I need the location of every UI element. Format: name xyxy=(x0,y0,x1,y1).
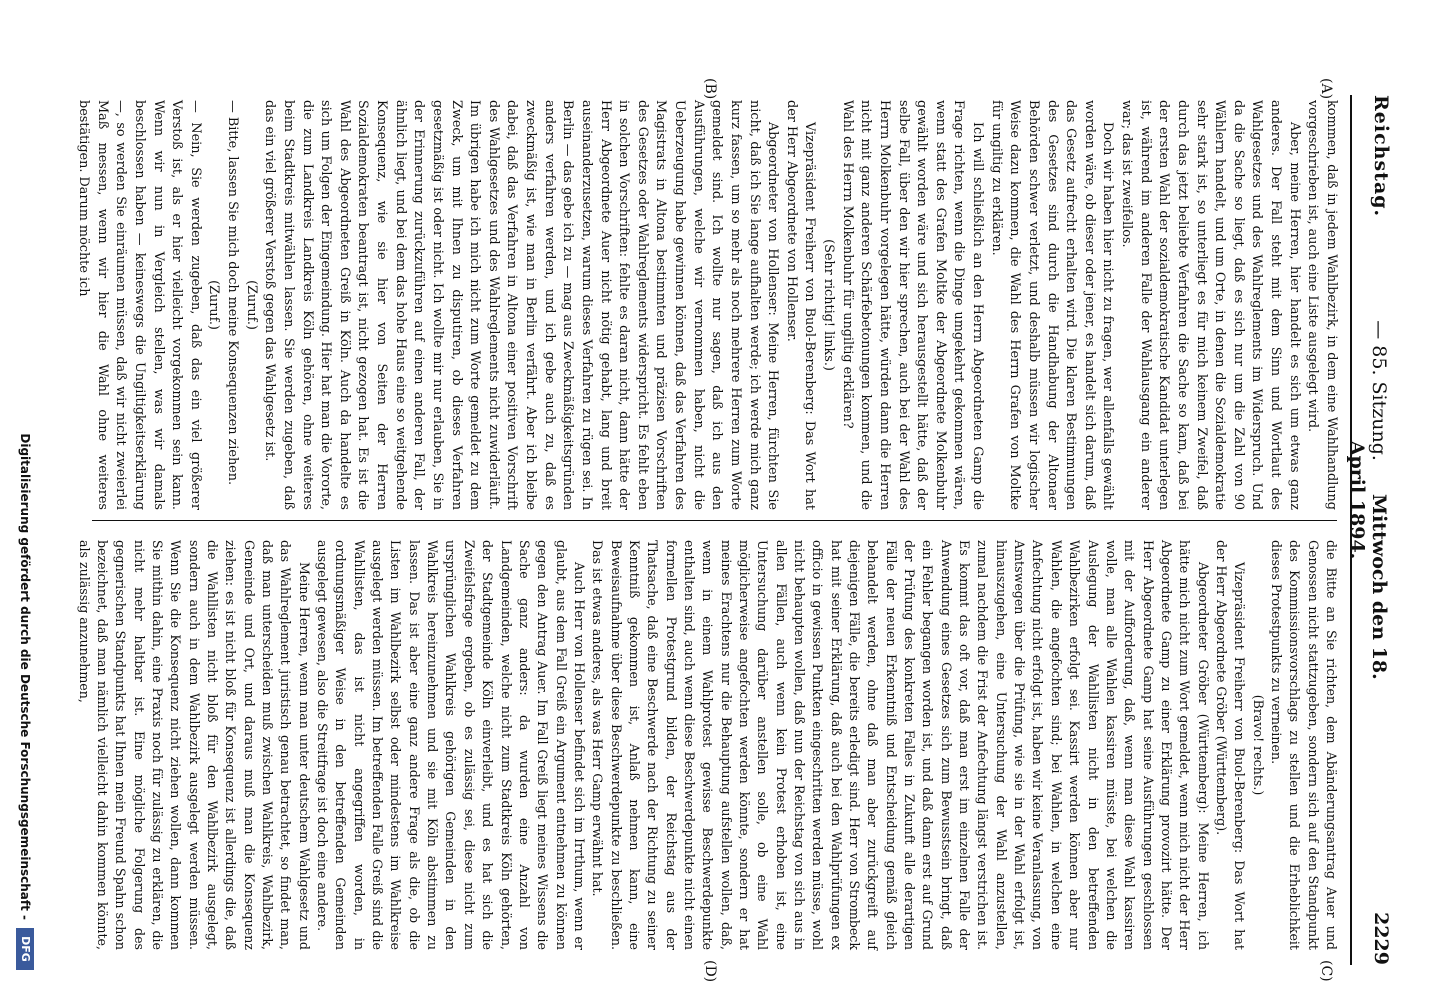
paragraph: — Bitte, lassen Sie mich doch meine Konsequenzen ziehen. xyxy=(225,100,241,486)
paragraph: Meine Herren, wenn man unter deutschem Wahlgesetz und das Wahlreglement juristisch genau betrachtet, so findet man, daß man unterscheiden muß zwischen Wahlkreis, Wahlbezirk, Gemeinde und Ort, und daraus muß man die Konsequenz ziehen: es ist nicht bloß für Konsequenz ist allerdings die, daß die Wahllisten nicht bloß für den Wahlbezirk ausgelegt, sondern auch in dem Wahlbezirk ausgelegt werden müssen. Wenn Sie die Konsequenz nicht ziehen wollen, dann kommen Sie mithin dahin, eine Praxis noch für zulässig zu erklären, die nicht mehr haltbar ist. Eine mögliche Folgerung des gegnerischen Standpunkts hat Ihnen mein Freund Spahn schon bezeichnet, daß man nämlich vielleicht dahin kommen könnte, als zulässig anzunehmen, xyxy=(76,540,312,950)
left-column xyxy=(74,100,1341,510)
margin-mark-c: (C) xyxy=(1318,960,1334,982)
margin-mark-a: (A) xyxy=(1318,78,1334,100)
paragraph: Vizepräsident Freiherr von Buol-Berenberg: Das Wort hat der Herr Abgeordnete Gröber (Württemberg). xyxy=(1213,540,1248,950)
stage-direction: (Zuruf.) xyxy=(206,280,222,330)
right-column xyxy=(74,540,1340,950)
header-session: — 85. Sitzung. xyxy=(1368,320,1390,461)
margin-mark-b: (B) xyxy=(702,78,718,100)
dfg-logo: DFG xyxy=(16,928,34,970)
paragraph: Ich will schließlich an den Herrn Abgeordneten Gamp die Frage richten, wenn die Dinge umgekehrt gekommen wären, wenn statt des Grafen Moltke der Abgeordnete Molkenbuhr gewählt worden wäre und sich herausgestellt hätte, daß der selbe Fall, über den wir hier sprechen, auch bei der Wahl des Herrn Molkenbuhr vorgelegen hätte, würden dann die Herren nicht mit ganz anderen Schärfebetonungen kommen, und die Wahl des Herrn Molkenbuhr für ungiltig erklären? xyxy=(839,100,986,510)
paragraph: kommen, daß in jedem Wahlbezirk, in dem eine Wahlhandlung vorgeschrieben ist, auch eine Liste ausgelegt wird. xyxy=(1305,100,1339,510)
footer-text: Digitalisierung gefördert durch die Deutsche Forschungsgemeinschaft - xyxy=(18,433,32,920)
stage-direction: (Bravo! rechts.) xyxy=(1250,694,1266,796)
paragraph: — Nein, Sie werden zugeben, daß das ein viel größerer Verstoß ist, als er hier vielleicht vorgekommen sein kann. Wenn wir nun in Vergleich stellen, was wir damals beschlossen haben — keineswegs die Ungiltigkeitserklärung —, so werden Sie einräumen müssen, daß wir nicht zweierlei Maß messen, wenn wir hier die Wahl ohne weiteres bestätigen. Darum möchte ich xyxy=(76,100,203,510)
paragraph: Aber, meine Herren, hier handelt es sich um etwas ganz anderes. Der Fall steht mit dem Sinn und Wortlaut des Wahlgesetzes und des Wahlreglements im Widerspruch. Und da die Sache so liegt, daß es sich nur um die Zahl von 90 Wählern handelt, und um Orte, in denen die Sozialdemokratie sehr stark ist, so unterliegt es für mich keinem Zweifel, daß durch das jetzt beliebte Verfahren die Sache so kam, daß bei der ersten Wahl der sozialdemokratische Kandidat unterlegen ist, während im anderen Falle der Wahlausgang ein anderer war; das ist zweifellos. xyxy=(1119,100,1302,510)
header-date: Mittwoch den 18. April 1894. xyxy=(1346,440,1390,680)
column-divider xyxy=(92,520,1337,521)
header-left-title: Reichstag. xyxy=(1370,95,1392,218)
paragraph: die Bitte an Sie richten, dem Abänderungsantrag Auer und Genossen nicht stattzugeben, sondern sich auf den Standpunkt des Kommissionsvorschlags zu stellen und die Erheblichkeit dieses Protestpunkts zu verneinen. xyxy=(1268,540,1339,950)
paragraph: Auch Herr von Hollenser befindet sich im Irrthum, wenn er glaubt, aus dem Fall Greiß ein Argument entnehmen zu können gegen den Antrag Auer. Im Fall Greiß liegt meines Wissens die Sache ganz anders: da wurden eine Anzahl von Landgemeinden, welche nicht zum Stadtkreis Köln gehörten, der Stadtgemeinde Köln einverleibt, und es hat sich die Zweifelsfrage ergeben, ob es zulässig sei, diese nicht zum ursprünglichen Wahlkreis gehörigen Gemeinden in den Wahlkreis hereinzunehmen und sie mit Köln abstimmen zu lassen. Das ist aber eine ganz andere Frage als die, ob die Listen im Wahlbezirk selbst oder mindestens im Wahlkreise ausgelegt werden müssen. Im betreffenden Falle Greiß sind die Wahllisten, das ist nicht angegriffen worden, in ordnungsmäßiger Weise in den betreffenden Gemeinden ausgelegt gewesen, also die Streitfrage ist doch eine andere. xyxy=(315,540,587,950)
paragraph: Doch wir haben hier nicht zu fragen, wer allenfalls gewählt worden wäre, ob dieser oder jener, es handelt sich darum, daß das Gesetz aufrecht erhalten wird. Die klaren Bestimmungen des Gesetzes sind durch die Handhabung der Altonaer Behörden schwer verletzt, und deshalb müssen wir logischer Weise dazu kommen, die Wahl des Herrn Grafen von Moltke für ungiltig zu erklären. xyxy=(988,100,1116,510)
stage-direction: (Zuruf.) xyxy=(243,280,259,330)
paragraph: Abgeordneter von Hollenser: Meine Herren, fürchten Sie nicht, daß ich Sie lange aufhalten werde; ich werde mich ganz kurz fassen, um so mehr als noch mehrere Herren zum Worte gemeldet sind. Ich wollte nur sagen, daß ich aus den Ausführungen, welche wir vernommen haben, nicht die Ueberzeugung habe gewinnen können, daß das Verfahren des Magistrats in Altona bestimmten und präzisen Vorschriften des Gesetzes oder Wahlreglements widerspricht. Es fehlt eben in solchen Vorschriften: fehlte es daran nicht, dann hätte der Herr Abgeordnete Auer nicht nötig gehabt, lang und breit auseinanderzusetzen, warum dieses Verfahren zu rügen sei. In Berlin — das gebe ich zu — mag aus Zweckmäßigkeitsgründen anders verfahren werden, und ich gebe auch zu, daß es zweckmäßig ist, wie man in Berlin verfährt. Aber ich bleibe dabei, daß das Verfahren in Altona einer positiven Vorschrift des Wahlgesetzes und des Wahlreglements nicht zuwiderläuft. Im übrigen habe ich mich nicht zum Worte gemeldet zu dem Zweck, um mit Ihnen zu disputiren, ob dieses Verfahren gesetzmäßig ist oder nicht. Ich wollte mir nur erlauben, Sie in der Erinnerung zurückzuführen auf einen anderen Fall, der ähnlich liegt, und bei dem das hohe Haus eine so weitgehende Konsequenz, wie sie hier von Seiten der Herren Sozialdemokraten beantragt ist, nicht gezogen hat. Es ist die Wahl des Abgeordneten Greiß in Köln. Auch da handelte es sich um Folgen der Eingemeindung. Hier hat man die Vororte, die zum Landkreis Landkreis Köln gehören, ohne weiteres beim Stadtkreis mitwählen lassen. Sie werden zugeben, daß das ein viel größerer Verstoß gegen das Wahlgesetz ist. xyxy=(262,100,781,510)
margin-mark-d: (D) xyxy=(702,960,718,983)
page-number: 2229 xyxy=(1370,912,1392,965)
stage-direction: (Sehr richtig! links.) xyxy=(821,239,837,371)
header-center xyxy=(1346,300,1390,700)
paragraph: Vizepräsident Freiherr von Buol-Berenberg: Das Wort hat der Herr Abgeordnete von Hollenser. xyxy=(783,100,818,510)
paragraph: Abgeordneter Gröber (Württemberg): Meine Herren, ich hätte mich nicht zum Wort gemeldet, wenn mich nicht der Herr Abgeordnete Gamp zu einer Erklärung provozirt hätte. Der Herr Abgeordnete Gamp hat seine Ausführungen geschlossen mit der Aufforderung, daß, wenn man diese Wahl kassiren wolle, man alle Wahlen kassiren müsste, bei welchen die Auslegung der Wahllisten nicht in den betreffenden Wahlbezirken erfolgt sei. Kassirt werden können aber nur Wahlen, die angefochten sind; bei Wahlen, in welchen eine Anfechtung nicht erfolgt ist, haben wir keine Veranlassung, von Amtswegen über die Prüfung, wie sie in der Wahl erfolgt ist, hinauszugehen, eine Untersuchung der Wahl anzustellen, zumal nachdem die Frist der Anfechtung längst verstrichen ist. Es kommt das oft vor, daß man erst im einzelnen Falle der Anwendung eines Gesetzes sich zum Bewusstsein bringt, daß ein Fehler begangen worden ist, und daß dann erst auf Grund der Prüfung des konkreten Falles in Zukunft alle derartigen Fälle der neuen Erkenntniß und Entscheidung gemäß gleich behandelt werden, ohne daß man aber zurückgreift auf diejenigen Fälle, die bereits erledigt sind. Herr von Strombeck hat mit seiner Erklärung, daß auch bei den Wahlprüfungen ex officio in gewissen Punkten eingeschritten werden müsse, wohl nicht behaupten wollen, daß nun der Reichstag von sich aus in allen Fällen, auch wenn kein Protest erhoben ist, eine Untersuchung darüber anstellen solle, ob eine Wahl möglicherweise angefochten werden könnte, sondern er hat meines Erachtens nur die Behauptung aufstellen wollen, daß, wenn in einem Wahlprotest gewisse Beschwerdepunkte enthalten sind, auch wenn diese Beschwerdepunkte nicht einen formellen Protestgrund bilden, der Reichstag aus der Thatsache, daß eine Beschwerde nach der Richtung zu seiner Kenntniß gekommen ist, Anlaß nehmen kann, eine Beweisaufnahme über diese Beschwerdepunkte zu beschließen. Das ist etwas anderes, als was Herr Gamp erwähnt hat. xyxy=(590,540,1211,950)
header-rule xyxy=(1350,95,1352,965)
